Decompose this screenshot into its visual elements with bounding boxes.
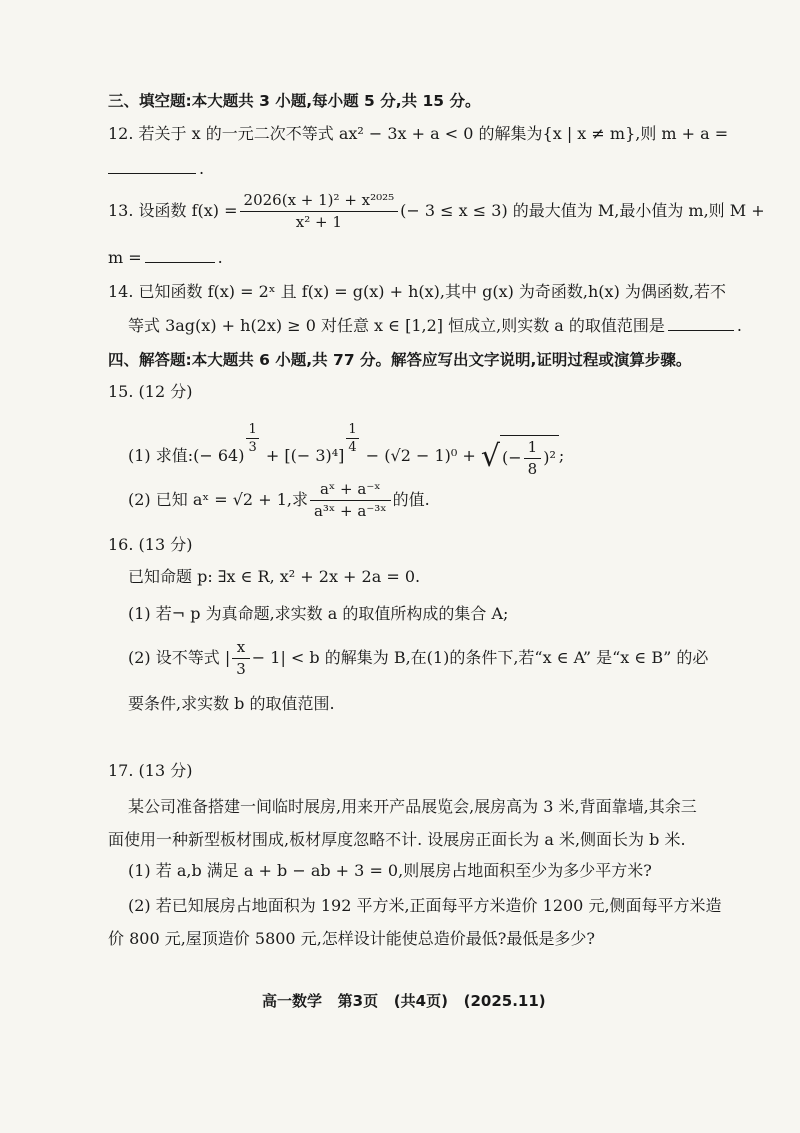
fraction-denominator: x² + 1 xyxy=(240,211,399,232)
fraction-numerator: 1 xyxy=(527,437,538,456)
q15-p1-end: ; xyxy=(558,446,565,465)
question-16-part-2-line-2: 要条件,求实数 b 的取值范围. xyxy=(128,694,335,713)
page-footer: 高一数学 第3页 (共4页) (2025.11) xyxy=(262,992,546,1010)
question-14-line-2 xyxy=(128,315,742,337)
question-13-fraction xyxy=(240,191,399,232)
q15-radicand-fraction xyxy=(524,438,542,479)
q15-p1-prefix: (1) 求值:(− 64) xyxy=(128,446,245,465)
fraction-numerator: x xyxy=(236,638,246,656)
q15-exponent-one-fourth xyxy=(346,422,358,455)
section-heading-free-response: 四、解答题:本大题共 6 小题,共 77 分。解答应写出文字说明,证明过程或演算步骤。 xyxy=(108,351,692,369)
radicand-open: (− xyxy=(502,447,522,467)
q15-square-root xyxy=(481,435,559,479)
question-12-period: . xyxy=(199,159,205,178)
question-17-part-2-line-2: 价 800 元,屋顶造价 5800 元,怎样设计能使总造价最低?最低是多少? xyxy=(108,929,595,948)
question-14-period: . xyxy=(736,316,743,335)
radical-sign-icon: √ xyxy=(480,438,500,474)
exp-denominator: 4 xyxy=(348,440,357,455)
section-heading-fill-in: 三、填空题:本大题共 3 小题,每小题 5 分,共 15 分。 xyxy=(108,92,481,110)
q15-p2-suffix: 的值. xyxy=(392,490,430,509)
q15-exponent-one-third xyxy=(246,422,258,455)
fraction-denominator: 8 xyxy=(524,458,542,479)
answer-blank-13[interactable] xyxy=(145,248,215,263)
fraction-denominator: 3 xyxy=(232,658,250,679)
q15-p2-prefix: (2) 已知 aˣ = √2 + 1,求 xyxy=(128,490,308,509)
q15-p1-middle-1: + [(− 3)⁴] xyxy=(260,446,345,465)
exp-numerator: 1 xyxy=(348,422,357,437)
question-17-stem-line-2: 面使用一种新型板材围成,板材厚度忽略不计. 设展房正面长为 a 米,侧面长为 b 米. xyxy=(108,830,686,849)
radicand-close: )² xyxy=(543,447,556,467)
question-17-part-2-line-1: (2) 若已知展房占地面积为 192 平方米,正面每平方米造价 1200 元,侧面每平方米造 xyxy=(128,896,722,915)
q16-p2-suffix: − 1| < b 的解集为 B,在(1)的条件下,若“x ∈ A” 是“x ∈ B” 的必 xyxy=(251,648,709,667)
q15-p1-middle-2: − (√2 − 1)⁰ + xyxy=(360,446,481,465)
question-13-period: . xyxy=(217,248,223,267)
question-17-header: 17. (13 分) xyxy=(108,761,193,780)
question-14-line-1: 14. 已知函数 f(x) = 2ˣ 且 f(x) = g(x) + h(x),其中 g(x) 为奇函数,h(x) 为偶函数,若不 xyxy=(108,282,726,301)
answer-blank-12[interactable] xyxy=(108,159,196,174)
question-15-part-1 xyxy=(128,422,564,479)
radicand xyxy=(500,435,559,479)
q15-p2-fraction xyxy=(310,480,391,521)
question-14-line-2-text: 等式 3ag(x) + h(2x) ≥ 0 对任意 x ∈ [1,2] 恒成立,则实数 a 的取值范围是 xyxy=(128,316,665,335)
question-12-line-2 xyxy=(108,158,204,180)
question-13-line-2-start: m = xyxy=(108,248,142,267)
question-13-prefix: 13. 设函数 f(x) = xyxy=(108,201,238,220)
fraction-numerator: 2026(x + 1)² + x²⁰²⁵ xyxy=(243,191,395,209)
question-13-line-1 xyxy=(108,188,765,234)
fraction-denominator: a³ˣ + a⁻³ˣ xyxy=(310,500,391,521)
exp-denominator: 3 xyxy=(248,440,257,455)
question-16-part-2 xyxy=(128,636,708,680)
question-16-part-1: (1) 若¬ p 为真命题,求实数 a 的取值所构成的集合 A; xyxy=(128,604,509,623)
q16-p2-prefix: (2) 设不等式 | xyxy=(128,648,231,667)
question-15-part-2 xyxy=(128,478,430,522)
question-16-stem: 已知命题 p: ∃x ∈ R, x² + 2x + 2a = 0. xyxy=(128,567,421,586)
answer-blank-14[interactable] xyxy=(668,316,734,331)
question-13-line-2 xyxy=(108,247,223,269)
q16-p2-fraction xyxy=(232,638,250,679)
question-13-suffix: (− 3 ≤ x ≤ 3) 的最大值为 M,最小值为 m,则 M + xyxy=(400,201,765,220)
question-15-header: 15. (12 分) xyxy=(108,382,193,401)
question-17-part-1: (1) 若 a,b 满足 a + b − ab + 3 = 0,则展房占地面积至少为多少平方米? xyxy=(128,861,652,880)
fraction-numerator: aˣ + a⁻ˣ xyxy=(319,480,381,498)
question-12-line-1: 12. 若关于 x 的一元二次不等式 ax² − 3x + a < 0 的解集为{x | x ≠ m},则 m + a = xyxy=(108,124,729,143)
question-17-stem-line-1: 某公司准备搭建一间临时展房,用来开产品展览会,展房高为 3 米,背面靠墙,其余三 xyxy=(128,797,697,816)
exp-numerator: 1 xyxy=(248,422,257,437)
question-16-header: 16. (13 分) xyxy=(108,535,193,554)
